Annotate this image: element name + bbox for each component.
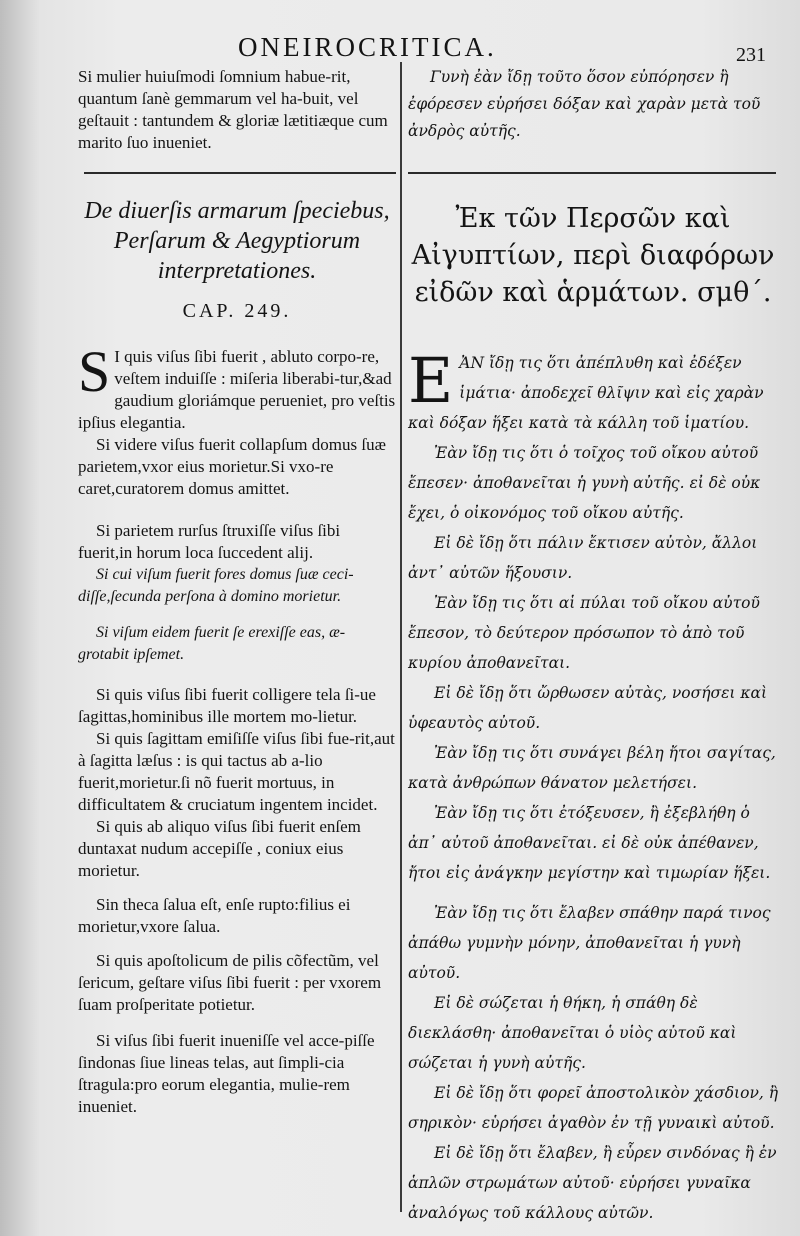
latin-heading-block	[78, 196, 396, 286]
latin-paragraph-8: Si quis ab aliquo viſus ſibi fuerit enſem duntaxat nudum accepiſſe , coniux eius morietur.	[78, 817, 361, 880]
latin-paragraph-6: Si quis viſus ſibi fuerit colligere tela ſi-ue ſagittas,hominibus ille mortem mo-lietur.	[78, 685, 376, 726]
greek-paragraph-3: Εἰ δὲ ἴδῃ ὅτι πάλιν ἔκτισεν αὐτὸν, ἄλλοι ἀντ᾽ αὐτῶν ἥξουσιν.	[408, 534, 758, 582]
greek-paragraph-2: Ἐὰν ἴδῃ τις ὅτι ὁ τοῖχος τοῦ οἴκου αὐτοῦ ἔπεσεν· ἀποθανεῖται ἡ γυνὴ αὐτῆς. εἰ δὲ οὐκ ἔχει, ὁ οἰκονόμος τοῦ οἴκου αὐτῆς.	[408, 444, 761, 522]
latin-intro-block	[78, 66, 396, 154]
latin-paragraph-2: Si videre viſus fuerit collapſum domus ſuæ parietem,vxor eius morietur.Si vxo-re caret,curatorem domus amittet.	[78, 435, 386, 498]
greek-paragraph-7: Ἐὰν ἴδῃ τις ὅτι ἐτόξευσεν, ἢ ἐξεβλήθη ὁ ἀπ᾽ αὐτοῦ ἀποθανεῖται. εἰ δὲ οὐκ ἀπέθανεν, ἤτοι εἰς ἀνάγκην μεγίστην καὶ τιμωρίαν ἥξει.	[408, 804, 771, 882]
latin-paragraph-1-text: I quis viſus ſibi fuerit , abluto corpo-re, veſtem induiſſe : miſeria liberabi-tur,&ad gaudium gloriámque perueniet, pro veſtis ipſius elegantia.	[78, 347, 396, 432]
greek-heading-rule	[408, 172, 776, 174]
greek-intro-block	[408, 64, 778, 145]
page-number: 231	[736, 44, 766, 66]
latin-dropcap: S	[78, 339, 111, 404]
latin-chapter-number: CAP. 249.	[182, 300, 292, 322]
latin-heading-rule	[84, 172, 396, 174]
greek-paragraph-8: Ἐὰν ἴδῃ τις ὅτι ἔλαβεν σπάθην παρά τινος ἀπάθω γυμνὴν μόνην, ἀποθανεῖται ἡ γυνὴ αὐτοῦ.	[408, 904, 771, 982]
greek-heading-block	[408, 200, 778, 311]
latin-body	[78, 339, 396, 1118]
greek-paragraph-11: Εἰ δὲ ἴδῃ ὅτι ἔλαβεν, ἢ εὗρεν σινδόνας ἢ ἐν ἁπλῶν στρωμάτων αὐτοῦ· εὑρήσει γυναῖκα ἀναλόγως τοῦ κάλλους αὐτῶν.	[408, 1144, 777, 1222]
greek-paragraph-9: Εἰ δὲ σώζεται ἡ θήκη, ἡ σπάθη δὲ διεκλάσθη· ἀποθανεῖται ὁ υἱὸς αὐτοῦ καὶ σώζεται ἡ γυνὴ αὐτῆς.	[408, 994, 737, 1072]
greek-dropcap: Ε	[408, 344, 454, 417]
latin-intro-paragraph: Si mulier huiuſmodi ſomnium habue-rit, quantum ſanè gemmarum vel ha-buit, vel geſtauit : tantundem & gloriæ lætitiæque cum marito ſuo inueniet.	[78, 67, 388, 152]
latin-column	[78, 0, 396, 1236]
latin-paragraph-7: Si quis ſagittam emiſiſſe viſus ſibi fue-rit,aut à ſagitta læſus : is qui tactus ab a-lio fuerit,morietur.ſi nõ fuerit mortuus, in difficultatem & cruciatum ingentem incidet.	[78, 729, 395, 814]
latin-paragraph-10: Si quis apoſtolicum de pilis cõfectũm, vel ſericum, geſtare viſus ſibi fuerit : per vxorem ſuam proſperitate potietur.	[78, 951, 382, 1014]
latin-chapter-block	[78, 300, 396, 323]
latin-paragraph-3: Si parietem rurſus ſtruxiſſe viſus ſibi fuerit,in horum loca ſuccedent alij.	[78, 521, 341, 562]
latin-paragraph-1	[78, 339, 396, 434]
greek-paragraph-5: Εἰ δὲ ἴδῃ ὅτι ὤρθωσεν αὐτὰς, νοσήσει καὶ ὑφεαυτὸς αὐτοῦ.	[408, 684, 768, 732]
running-title: ONEIROCRITICA.	[238, 32, 497, 62]
greek-body	[408, 344, 779, 1228]
greek-paragraph-10: Εἰ δὲ ἴδῃ ὅτι φορεῖ ἀποστολικὸν χάσδιον, ἢ σηρικὸν· εὑρήσει ἀγαθὸν ἐν τῇ γυναικὶ αὐτοῦ.	[408, 1084, 779, 1132]
latin-paragraph-9: Sin theca ſalua eſt, enſe rupto:filius ei morietur,vxore ſalua.	[78, 895, 351, 936]
greek-paragraph-6: Ἐὰν ἴδῃ τις ὅτι συνάγει βέλη ἤτοι σαγίτας, κατὰ ἀνθρώπων θάνατον μελετήσει.	[408, 744, 776, 792]
greek-paragraph-4: Ἐὰν ἴδῃ τις ὅτι αἱ πύλαι τοῦ οἴκου αὐτοῦ ἔπεσον, τὸ δεύτερον πρόσωπον τὸ ἀπὸ τοῦ κυρίου ἀποθανεῖται.	[408, 594, 760, 672]
greek-paragraph-1-text: ἈΝ ἴδῃ τις ὅτι ἀπέπλυθη καὶ ἐδέξεν ἱμάτια· ἀποδεχεῖ θλῖψιν καὶ εἰς χαρὰν καὶ δόξαν ἥξει κατὰ τὰ κάλλη τοῦ ἱματίου.	[408, 354, 764, 432]
latin-paragraph-4: Si cui viſum fuerit fores domus ſuæ ceci-diſſe,ſecunda perſona à domino morietur.	[78, 566, 354, 605]
greek-paragraph-1	[408, 344, 778, 438]
greek-intro-paragraph: Γυνὴ ἐὰν ἴδῃ τοῦτο ὅσον εὐπόρησεν ἢ ἐφόρεσεν εὑρήσει δόξαν καὶ χαρὰν μετὰ τοῦ ἀνδρὸς αὐτῆς.	[408, 68, 761, 140]
greek-column	[408, 0, 778, 1236]
latin-paragraph-11: Si viſus ſibi fuerit inueniſſe vel acce-piſſe ſindonas ſiue lineas telas, aut ſimpli-cia ſtragula:pro eorum elegantia, mulie-rem inueniet.	[78, 1031, 375, 1116]
latin-chapter-heading: De diuerſis armarum ſpeciebus, Perſarum & Aegyptiorum interpretationes.	[84, 198, 390, 284]
greek-chapter-heading: Ἐκ τῶν Περσῶν καὶ Αἰγυπτίων, περὶ διαφόρων εἰδῶν καὶ ἁρμάτων. σμθ΄.	[411, 203, 775, 308]
latin-paragraph-5: Si viſum eidem fuerit ſe erexiſſe eas, æ-grotabit ipſemet.	[78, 624, 346, 663]
column-divider	[400, 62, 402, 1212]
